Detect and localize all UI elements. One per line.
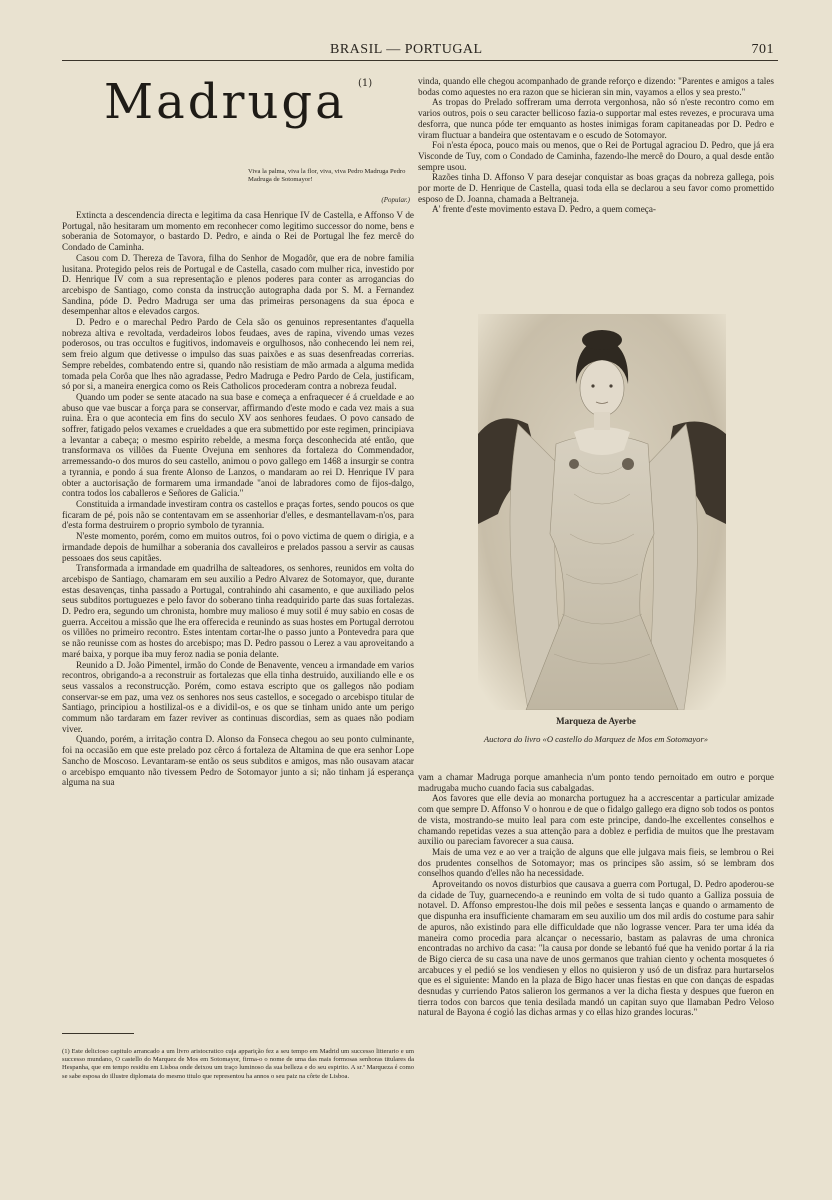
epigraph: Viva la palma, viva la flor, viva, viva Pedro Madruga Pedro Madruga de Sotomayor! [248, 168, 406, 184]
paragraph: Razões tinha D. Affonso V para desejar conquistar as boas graças da nobreza gallega, pois por morte de D. Henrique de Castella, quasi toda ella se declarou a seu favor como promettido esposo de D. Joanna, chamada a Beltraneja. [418, 172, 774, 204]
epigraph-source: (Popular.) [381, 196, 410, 204]
paragraph: Constituida a irmandade investiram contra os castellos e praças fortes, sendo poucos os que ficaram de pé, pois não se contentavam em se assenhoriar d'elles, e desmantellavam-n'os, para d'esta forma destruirem o proprio symbolo de tyrannia. [62, 498, 414, 531]
page-number: 701 [751, 42, 774, 57]
paragraph: Quando um poder se sente atacado na sua base e começa a enfraquecer é á crueldade e ao abuso que vae buscar a força para se conservar, affirmando d'este modo e cada vez mais a sua ruina. Era o que acontecia em fins do seculo XV aos senhores feudaes. O povo cansado de soffrer, fatigado pelos vexames e crueldades a que era submettido por este regimen, principiava a levantar a cabeça; o mesmo espirito rebelde, a mesma força desconhecida até então, que transformava os villões da Fuente Ovejuna em senhores da fortaleza do Commendador, arremessando-o dos muros do seu castello, animou o povo gallego em 1468 a insurgir se contra a tyrannia, e pondo á sua frente Alonso de Lanzos, o mandaram ao rei D. Henrique IV para obter a auctorisação de formarem uma irmandade "anoi de labradores como de fijos-dalgo, contra todos los caballeros e Señores de Galicia." [62, 391, 414, 499]
paragraph: Aproveitando os novos disturbios que causava a guerra com Portugal, D. Pedro apoderou-se da cidade de Tuy, guarnecendo-a e reunindo em volta de si tudo quanto a Galliza possuia de notavel. D. Affonso emprestou-lhe dois mil peões e sessenta lanças e quando o armamento de que dispunha era insufficiente chamaram em seu auxilio um dos mil ardis do costume para sahir de apuros, não existindo para elle difficuldade que não lograsse vencer. Para ter uma idéa da maneira como procedia para alcançar o necessario, bastam as palavras de uma chronica encontradas no archivo da casa: "la causa por donde se lebantó fué que ha venido portar á la ria de Bigo cierca de su casa una nave de unos germanos que trahian ciento y ochenta mosquetes ó arcabuces y el pedió se los vendiesen y ellos no quisieron y usó de un disfraz para hurtarselos que es el siguiente: Mando en la plaza de Bigo hacer unas fiestas en que con danças de espadas desnudas y curriendo Patos salieron los germanos a ver la dicha fiesta y despues que fueron en tierra todos con barcos que tenia desilada mandó un capitan suyo que llamaban Pedro Veloso natural de Bayona é cogió las dichas armas y co ellas hizo grandes locuras." [418, 879, 774, 1018]
paragraph: Quando, porém, a irritação contra D. Alonso da Fonseca chegou ao seu ponto culminante, foi na occasião em que este prelado poz cêrco á fortaleza de Altamina de que era senhor Lope Sancho de Moscoso. Levantaram-se então os seus subditos e amigos, mas não ousavam atacar o arcebispo emquanto não tivessem Pedro de Sotomayor junto a si; não tinham já esperança alguma na sua [62, 734, 414, 788]
paragraph: Reunido a D. João Pimentel, irmão do Conde de Benavente, venceu a irmandade em varios recontros, obrigando-a a reconstruir as fortalezas que ella tinha destruido, auxiliando elle e os seus vassalos a reconstrucção. Porém, como estava escripto que os gallegos não podiam conservar-se em paz, uma vez os senhores nos seus castellos, e socegado o arcebispo titular de Santiago, principiou a hostilizal-os e a dividil-os, e os que se tinham unido ante um perigo commum não tardaram em fazer reviver as continuas discordias, sem as quaes não podiam viver. [62, 659, 414, 734]
paragraph: vam a chamar Madruga porque amanhecia n'um ponto tendo pernoitado em outro e porque madrugaba mucho cuando facia sus cabalgadas. [418, 772, 774, 793]
right-bottom-text [418, 772, 774, 1018]
header-rule [62, 60, 778, 61]
left-column [62, 70, 414, 788]
publication-title: BRASIL — PORTUGAL [330, 42, 483, 57]
paragraph: Transformada a irmandade em quadrilha de salteadores, os senhores, reunidos em volta do arcebispo de Santiago, chamaram em seu auxilio a Pedro Alvarez de Sotomayor, que, durante estas desavenças, tinha passado a Portugal, contrahindo ahi casamento, e que auxiliado pelos seus subditos portuguezes e pelo favor do soberano tinha readquirido parte das suas fortalezas. D. Pedro era, segundo um chronista, hombre muy malioso é muy sotil é muy sabio en cosas de guerra. Acceitou a missão que lhe era offerecida e reunindo as suas hostes em Portugal derrotou os villões no primeiro recontro. Estes intentam cortar-lhe o passo junto a Pontevedra para que se não reunisse com as hostes do arcebispo; mas D. Pedro passou o Lerez a vau aproveitando a maré baixa, y porque iba muy feroz nadia se ponia delante. [62, 563, 414, 659]
portrait-caption [418, 716, 774, 744]
caption-name: Marqueza de Ayerbe [556, 716, 636, 726]
portrait-image [478, 314, 726, 710]
title-footnote-marker: (1) [358, 78, 373, 89]
paragraph: Foi n'esta época, pouco mais ou menos, que o Rei de Portugal agraciou D. Pedro, que já era Visconde de Tuy, com o Condado de Caminha, fazendo-lhe mercê do Douro, a qual desde então sempre usou. [418, 140, 774, 172]
left-body-text [62, 210, 414, 788]
title-block [62, 70, 414, 210]
paragraph: A' frente d'este movimento estava D. Pedro, a quem começa- [432, 204, 656, 215]
paragraph: vinda, quando elle chegou acompanhado de grande reforço e dizendo: "Parentes e amigos a tales bodas como aquestes no era razon que se hicieran sin min, vayamos a ellos y sea presto." [418, 76, 774, 97]
paragraph: D. Pedro e o marechal Pedro Pardo de Cela são os genuinos representantes d'aquella nobreza altiva e revoltada, verdadeiros lobos feudaes, aves de rapina, vivendo umas vezes poderosos, ou tras occultos e fugitivos, indomaveis e orgulhosos, não conhecendo lei nem rei, sem freio algum que detivesse o impulso das suas paixões e as suas desenfreadas correrias. Sempre rebeldes, combatendo entre si, quando não resistiam de mão armada a alguma medida tomada pela Corôa que lhes não agradasse, Pedro Madruga e Pedro Pardo de Cela, justificam, só por si, a maneira energica como os Reis Catholicos procederam contra a nobreza feudal. [62, 317, 414, 392]
article-title: Madruga [104, 74, 347, 130]
paragraph: N'este momento, porém, como em muitos outros, foi o povo victima de quem o dirigia, e a irmandade depois de humilhar a soberania dos cavalleiros e prelados passou a servir as causas pessoaes dos seus capitães. [62, 531, 414, 563]
footnote: (1) Este delicioso capitulo arrancado a um livro aristocratico cuja apparição fez a seu tempo em Madrid um successo litterario e um successo mundano, O castello do Marquez de Mos em Sotomayor, firma-o o nome de uma das mais formosas senhoras titulares da Hespanha, que em tempo residiu em Lisboa onde deixou um traço luminoso da sua belleza e do seu espirito. A sr.ª Marqueza é como se sabe esposa do illustre diplomata do mesmo titulo que representou ha annos o seu paiz na côrte de Lisboa. [62, 1048, 414, 1080]
paragraph: Aos favores que elle devia ao monarcha portuguez ha a accrescentar a particular amizade com que sempre D. Affonso V o honrou e de que o fidalgo gallego era digno sob todos os pontos de vista, mostrando-se muito leal para com este principe, dando-lhe excellentes conselhos e chamando repetidas vezes a sua attenção para a doblez e perfidia de muitos que lhe prestavam auxilio ou pareciam favorecer a sua causa. [418, 793, 774, 847]
paragraph: As tropas do Prelado soffreram uma derrota vergonhosa, não só n'este recontro como em varios outros, pois o seu caracter bellicoso fazia-o supportar mal estes revezes, e procurava uma desforra, que nunca póde ter emquanto as hostes inimigas foram capitaneadas por D. Pedro e viram fluctuar a bandeira que ostentavam e o escudo de Sotomayor. [418, 97, 774, 140]
footnote-rule [62, 1033, 134, 1034]
caption-subtitle: Auctora do livro «O castello do Marquez de Mos em Sotomayor» [483, 734, 709, 744]
paragraph: Casou com D. Thereza de Tavora, filha do Senhor de Mogadôr, que era de nobre familia lusitana. Protegido pelos reis de Portugal e de Castella, casado com mulher rica, investido por D. Henrique IV com a sua representação e plenos poderes para conter as arrogancias do arcebispo de Santiago, como consta da instrucção autographa dada por S. M. a Fernandez Sandina, póde D. Pedro Madruga ser uma das primeiras personagens da sua época e desempenhar altos e elevados cargos. [62, 252, 414, 317]
paragraph: Mais de uma vez e ao ver a traição de alguns que elle julgava mais fieis, se lembrou o Rei dos prudentes conselhos de Sotomayor; mas os principes são assim, só se lembram dos conselhos quando d'elles não ha necessidade. [418, 846, 774, 879]
paragraph: Extincta a descendencia directa e legitima da casa Henrique IV de Castella, e Affonso V de Portugal, não hesitaram um momento em reconhecer como legitimo successor do nome, bens e soberania de Sotomayor, o bastardo D. Pedro, e ainda o Rei de Portugal lhe fez mercê do Condado de Caminha. [62, 210, 414, 253]
running-header [0, 42, 832, 60]
portrait-photo [478, 314, 726, 710]
right-top-text [418, 76, 774, 215]
